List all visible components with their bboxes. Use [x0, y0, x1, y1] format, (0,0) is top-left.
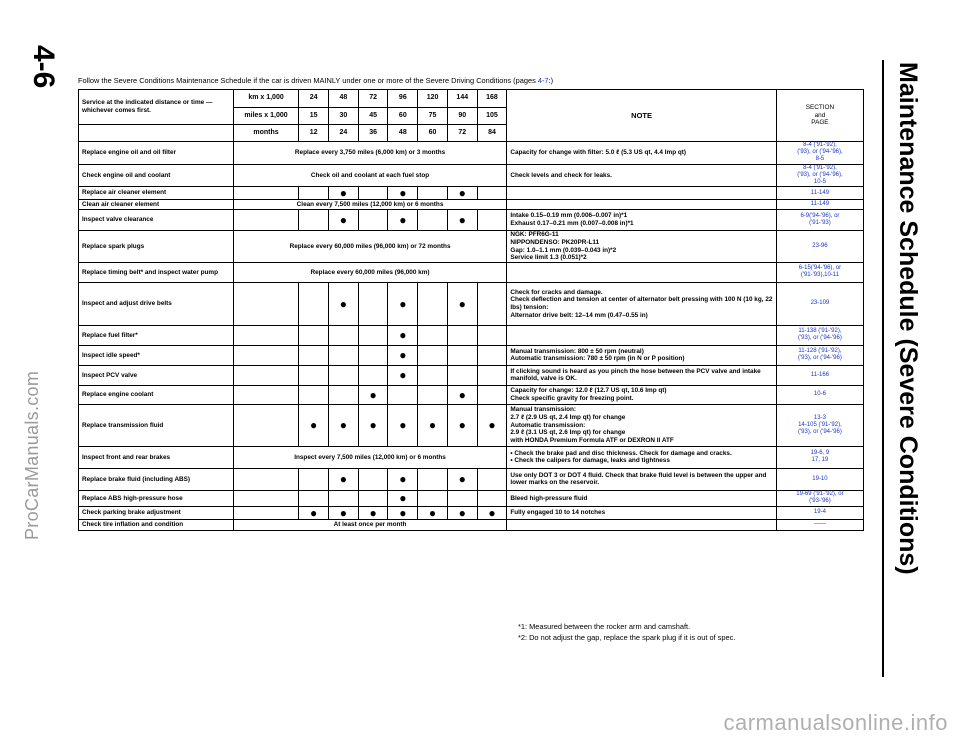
- service-item: Replace engine coolant: [79, 385, 234, 404]
- divider-line: [882, 60, 884, 677]
- section-page-link[interactable]: 11-138 ('91-'92), ('93), or ('94-'96): [776, 325, 863, 345]
- interval-blank: [233, 468, 299, 490]
- service-item: Inspect and adjust drive belts: [79, 282, 234, 325]
- interval-blank: [233, 404, 299, 446]
- service-dot: ●: [329, 187, 359, 200]
- months-value: 12: [299, 125, 329, 142]
- service-note: Bleed high-pressure fluid: [507, 490, 777, 506]
- section-page-link[interactable]: 10-6: [776, 385, 863, 404]
- table-row: [79, 262, 864, 282]
- km-label: km x 1,000: [233, 90, 299, 108]
- side-title: Maintenance Schedule (Severe Conditions): [894, 62, 922, 575]
- section-page-link[interactable]: 11-149: [776, 200, 863, 210]
- service-dot: ●: [447, 404, 477, 446]
- service-dot: ●: [447, 210, 477, 231]
- empty-cell: [418, 365, 448, 385]
- service-dot: ●: [388, 468, 418, 490]
- empty-cell: [299, 282, 329, 325]
- table-row: [79, 282, 864, 325]
- interval-blank: [233, 187, 299, 200]
- service-dot: ●: [299, 404, 329, 446]
- empty-cell: [329, 345, 359, 365]
- empty-cell: [477, 282, 507, 325]
- section-page-link[interactable]: 23-96: [776, 231, 863, 263]
- service-note: Capacity for change: 12.0 ℓ (12.7 US qt, 10.6 Imp qt) Check specific gravity for freezing point.: [507, 385, 777, 404]
- service-note: Capacity for change with filter: 5.0 ℓ (5.3 US qt, 4.4 Imp qt): [507, 142, 777, 165]
- empty-cell: [299, 468, 329, 490]
- months-value: 48: [388, 125, 418, 142]
- service-note: Check for cracks and damage. Check deflection and tension at center of alternator belt pressing with 100 N (10 kg, 22 lbs) tension: Alternator drive belt: 12–14 mm (0.47–0.55 in): [507, 282, 777, 325]
- km-value: 24: [299, 90, 329, 108]
- footnote-1: *1: Measured between the rocker arm and camshaft.: [518, 622, 691, 631]
- service-note: • Check the brake pad and disc thickness. Check for damage and cracks. • Check the calipers for damage, leaks and tightness: [507, 446, 777, 468]
- intro-text: [78, 76, 553, 85]
- service-dot: ●: [299, 506, 329, 519]
- miles-value: 75: [418, 108, 448, 125]
- service-item: Replace air cleaner element: [79, 187, 234, 200]
- section-page-link[interactable]: 13-3 14-105 ('91-'92), ('93), or ('94-'96): [776, 404, 863, 446]
- table-row: [79, 210, 864, 231]
- service-dot: ●: [447, 468, 477, 490]
- watermark-bottom: carmanualsonline.info: [723, 710, 948, 735]
- miles-value: 45: [358, 108, 388, 125]
- service-note: Use only DOT 3 or DOT 4 fluid. Check that brake fluid level is between the upper and lower marks on the reservoir.: [507, 468, 777, 490]
- service-dot: ●: [477, 506, 507, 519]
- empty-cell: [477, 468, 507, 490]
- service-interval: Check oil and coolant at each fuel stop: [233, 164, 507, 187]
- service-item: Inspect PCV valve: [79, 365, 234, 385]
- service-dot: ●: [447, 506, 477, 519]
- service-item: Replace ABS high-pressure hose: [79, 490, 234, 506]
- interval-blank: [233, 365, 299, 385]
- service-item: Replace transmission fluid: [79, 404, 234, 446]
- page-number: 4-6: [27, 45, 60, 89]
- table-row: [79, 468, 864, 490]
- table-row: [79, 365, 864, 385]
- service-dot: ●: [358, 404, 388, 446]
- empty-cell: [477, 210, 507, 231]
- empty-cell: [477, 490, 507, 506]
- months-value: 36: [358, 125, 388, 142]
- table-row: [79, 506, 864, 519]
- interval-blank: [233, 506, 299, 519]
- section-page-link[interactable]: 11-149: [776, 187, 863, 200]
- months-value: 60: [418, 125, 448, 142]
- service-dot: ●: [329, 506, 359, 519]
- empty-cell: [329, 385, 359, 404]
- empty-cell: [358, 210, 388, 231]
- empty-cell: [418, 187, 448, 200]
- intro-page-link[interactable]: 4-7: [537, 76, 549, 85]
- service-item: Check tire inflation and condition: [79, 519, 234, 530]
- service-note: [507, 325, 777, 345]
- service-dot: ●: [388, 325, 418, 345]
- table-row: [79, 325, 864, 345]
- miles-value: 60: [388, 108, 418, 125]
- empty-cell: [299, 345, 329, 365]
- service-item: Clean air cleaner element: [79, 200, 234, 210]
- table-row: [79, 187, 864, 200]
- section-page-link[interactable]: 6-15('94-'96), or ('91-'93),10-11: [776, 262, 863, 282]
- service-dot: ●: [388, 282, 418, 325]
- service-dot: ●: [358, 506, 388, 519]
- months-label: months: [233, 125, 299, 142]
- service-note: [507, 519, 777, 530]
- service-dot: ●: [388, 345, 418, 365]
- service-item: Check parking brake adjustment: [79, 506, 234, 519]
- section-page-link[interactable]: 11-128 ('91-'92), ('93), or ('94-'96): [776, 345, 863, 365]
- empty-cell: [477, 345, 507, 365]
- empty-cell: [447, 325, 477, 345]
- service-item: Replace engine oil and oil filter: [79, 142, 234, 165]
- empty-cell: [418, 490, 448, 506]
- service-interval: Replace every 60,000 miles (96,000 km) or 72 months: [233, 231, 507, 263]
- service-dot: ●: [329, 468, 359, 490]
- empty-cell: [299, 210, 329, 231]
- service-note: Manual transmission: 800 ± 50 rpm (neutral) Automatic transmission: 780 ± 50 rpm (in N or P position): [507, 345, 777, 365]
- empty-cell: [299, 187, 329, 200]
- footnote-2: *2: Do not adjust the gap, replace the spark plug if it is out of spec.: [518, 633, 736, 642]
- empty-cell: [418, 210, 448, 231]
- service-note: NGK: PFR6G-11 NIPPONDENSO: PK20PR-L11 Gap: 1.0–1.1 mm (0.039–0.043 in)*2 Service limit 1.3 (0.051)*2: [507, 231, 777, 263]
- service-note: [507, 200, 777, 210]
- table-row: [79, 231, 864, 263]
- km-value: 144: [447, 90, 477, 108]
- service-note: [507, 262, 777, 282]
- intro-text-main: Follow the Severe Conditions Maintenance Schedule if the car is driven MAINLY under one or more of the Severe Driving Conditions (pages: [78, 76, 538, 85]
- empty-cell: [477, 385, 507, 404]
- empty-cell: [358, 345, 388, 365]
- service-item: Inspect front and rear brakes: [79, 446, 234, 468]
- empty-cell: [418, 385, 448, 404]
- empty-cell: [477, 187, 507, 200]
- service-interval: Clean every 7,500 miles (12,000 km) or 6 months: [233, 200, 507, 210]
- service-note: Fully engaged 10 to 14 notches: [507, 506, 777, 519]
- months-value: 72: [447, 125, 477, 142]
- months-value: 84: [477, 125, 507, 142]
- intro-text-end: :): [548, 76, 554, 85]
- watermark-left: ProCarManuals.com: [22, 370, 42, 540]
- empty-cell: [358, 490, 388, 506]
- service-dot: ●: [418, 404, 448, 446]
- service-interval: Inspect every 7,500 miles (12,000 km) or 6 months: [233, 446, 507, 468]
- service-item: Replace brake fluid (including ABS): [79, 468, 234, 490]
- table-row: [79, 200, 864, 210]
- table-row: [79, 345, 864, 365]
- service-dot: ●: [329, 282, 359, 325]
- empty-cell: [299, 365, 329, 385]
- empty-cell: [418, 282, 448, 325]
- note-header: NOTE: [507, 90, 777, 142]
- section-page-link[interactable]: 19-10: [776, 468, 863, 490]
- service-item: Replace fuel filter*: [79, 325, 234, 345]
- table-row: [79, 142, 864, 165]
- empty-cell: [418, 325, 448, 345]
- service-dot: ●: [447, 187, 477, 200]
- service-label: Service at the indicated distance or time — whichever comes first.: [79, 90, 234, 125]
- section-page-link[interactable]: 6-9('94-'96), or ('91-'93): [776, 210, 863, 231]
- service-item: Inspect idle speed*: [79, 345, 234, 365]
- interval-blank: [233, 385, 299, 404]
- table-row: [79, 490, 864, 506]
- header-row-km: [79, 90, 864, 108]
- service-interval: Replace every 60,000 miles (96,000 km): [233, 262, 507, 282]
- maintenance-schedule-table: [78, 89, 864, 531]
- section-page-link[interactable]: 8-4 ('91-'92), ('93), or ('94-'96), 8-5: [776, 142, 863, 165]
- km-value: 120: [418, 90, 448, 108]
- miles-value: 30: [329, 108, 359, 125]
- interval-blank: [233, 490, 299, 506]
- service-item: Check engine oil and coolant: [79, 164, 234, 187]
- interval-blank: [233, 325, 299, 345]
- service-dot: ●: [447, 282, 477, 325]
- section-page-link[interactable]: 8-4 ('91-'92), ('93), or ('94-'96), 10-5: [776, 164, 863, 187]
- empty-cell: [358, 187, 388, 200]
- empty-cell: [299, 325, 329, 345]
- section-header: SECTION and PAGE: [776, 90, 863, 142]
- service-item: Replace timing belt* and inspect water pump: [79, 262, 234, 282]
- service-dot: ●: [329, 210, 359, 231]
- empty-cell: [358, 365, 388, 385]
- empty-cell: [299, 490, 329, 506]
- miles-value: 90: [447, 108, 477, 125]
- section-page-link[interactable]: 19-4: [776, 506, 863, 519]
- empty-cell: [358, 325, 388, 345]
- km-value: 72: [358, 90, 388, 108]
- table-row: [79, 385, 864, 404]
- empty-cell: [329, 365, 359, 385]
- interval-blank: [233, 282, 299, 325]
- service-dot: ●: [447, 385, 477, 404]
- miles-label: miles x 1,000: [233, 108, 299, 125]
- table-row: [79, 164, 864, 187]
- service-note: Manual transmission: 2.7 ℓ (2.9 US qt, 2.4 Imp qt) for change Automatic transmission: 2.9 ℓ (3.1 US qt, 2.6 Imp qt) for change with HONDA Premium Formula ATF or DEXRON II ATF: [507, 404, 777, 446]
- table-row: [79, 519, 864, 530]
- empty-cell: [447, 365, 477, 385]
- interval-blank: [233, 345, 299, 365]
- empty-cell: [358, 282, 388, 325]
- km-value: 168: [477, 90, 507, 108]
- service-note: [507, 187, 777, 200]
- service-dot: ●: [388, 365, 418, 385]
- service-interval: At least once per month: [233, 519, 507, 530]
- service-note: If clicking sound is heard as you pinch the hose between the PCV valve and intake manifold, valve is OK.: [507, 365, 777, 385]
- service-dot: ●: [388, 187, 418, 200]
- section-page-link[interactable]: 11-166: [776, 365, 863, 385]
- empty-cell: [447, 345, 477, 365]
- empty-cell: [477, 365, 507, 385]
- empty-cell: [418, 345, 448, 365]
- km-value: 96: [388, 90, 418, 108]
- empty-cell: [418, 468, 448, 490]
- empty-cell: [447, 490, 477, 506]
- service-dot: ●: [388, 490, 418, 506]
- service-note: Intake 0.15–0.19 mm (0.006–0.007 in)*1 Exhaust 0.17–0.21 mm (0.007–0.008 in)*1: [507, 210, 777, 231]
- months-value: 24: [329, 125, 359, 142]
- service-dot: ●: [477, 404, 507, 446]
- service-dot: ●: [358, 385, 388, 404]
- service-dot: ●: [388, 210, 418, 231]
- interval-blank: [233, 210, 299, 231]
- empty-cell: [329, 325, 359, 345]
- miles-value: 105: [477, 108, 507, 125]
- empty-cell: [299, 385, 329, 404]
- service-item: Inspect valve clearance: [79, 210, 234, 231]
- service-dot: ●: [388, 404, 418, 446]
- empty-cell: [477, 325, 507, 345]
- section-page-link[interactable]: ——: [776, 519, 863, 530]
- section-page-link[interactable]: 19-69 ('91-'92), or ('93-'96): [776, 490, 863, 506]
- empty-cell: [358, 468, 388, 490]
- miles-value: 15: [299, 108, 329, 125]
- table-row: [79, 404, 864, 446]
- header-blank: [79, 125, 234, 142]
- section-page-link[interactable]: 19-6, 9 17, 19: [776, 446, 863, 468]
- table-row: [79, 446, 864, 468]
- service-note: Check levels and check for leaks.: [507, 164, 777, 187]
- service-dot: ●: [329, 404, 359, 446]
- service-dot: ●: [388, 506, 418, 519]
- service-dot: ●: [418, 506, 448, 519]
- empty-cell: [388, 385, 418, 404]
- section-page-link[interactable]: 23-109: [776, 282, 863, 325]
- empty-cell: [329, 490, 359, 506]
- service-interval: Replace every 3,750 miles (6,000 km) or 3 months: [233, 142, 507, 165]
- service-item: Replace spark plugs: [79, 231, 234, 263]
- km-value: 48: [329, 90, 359, 108]
